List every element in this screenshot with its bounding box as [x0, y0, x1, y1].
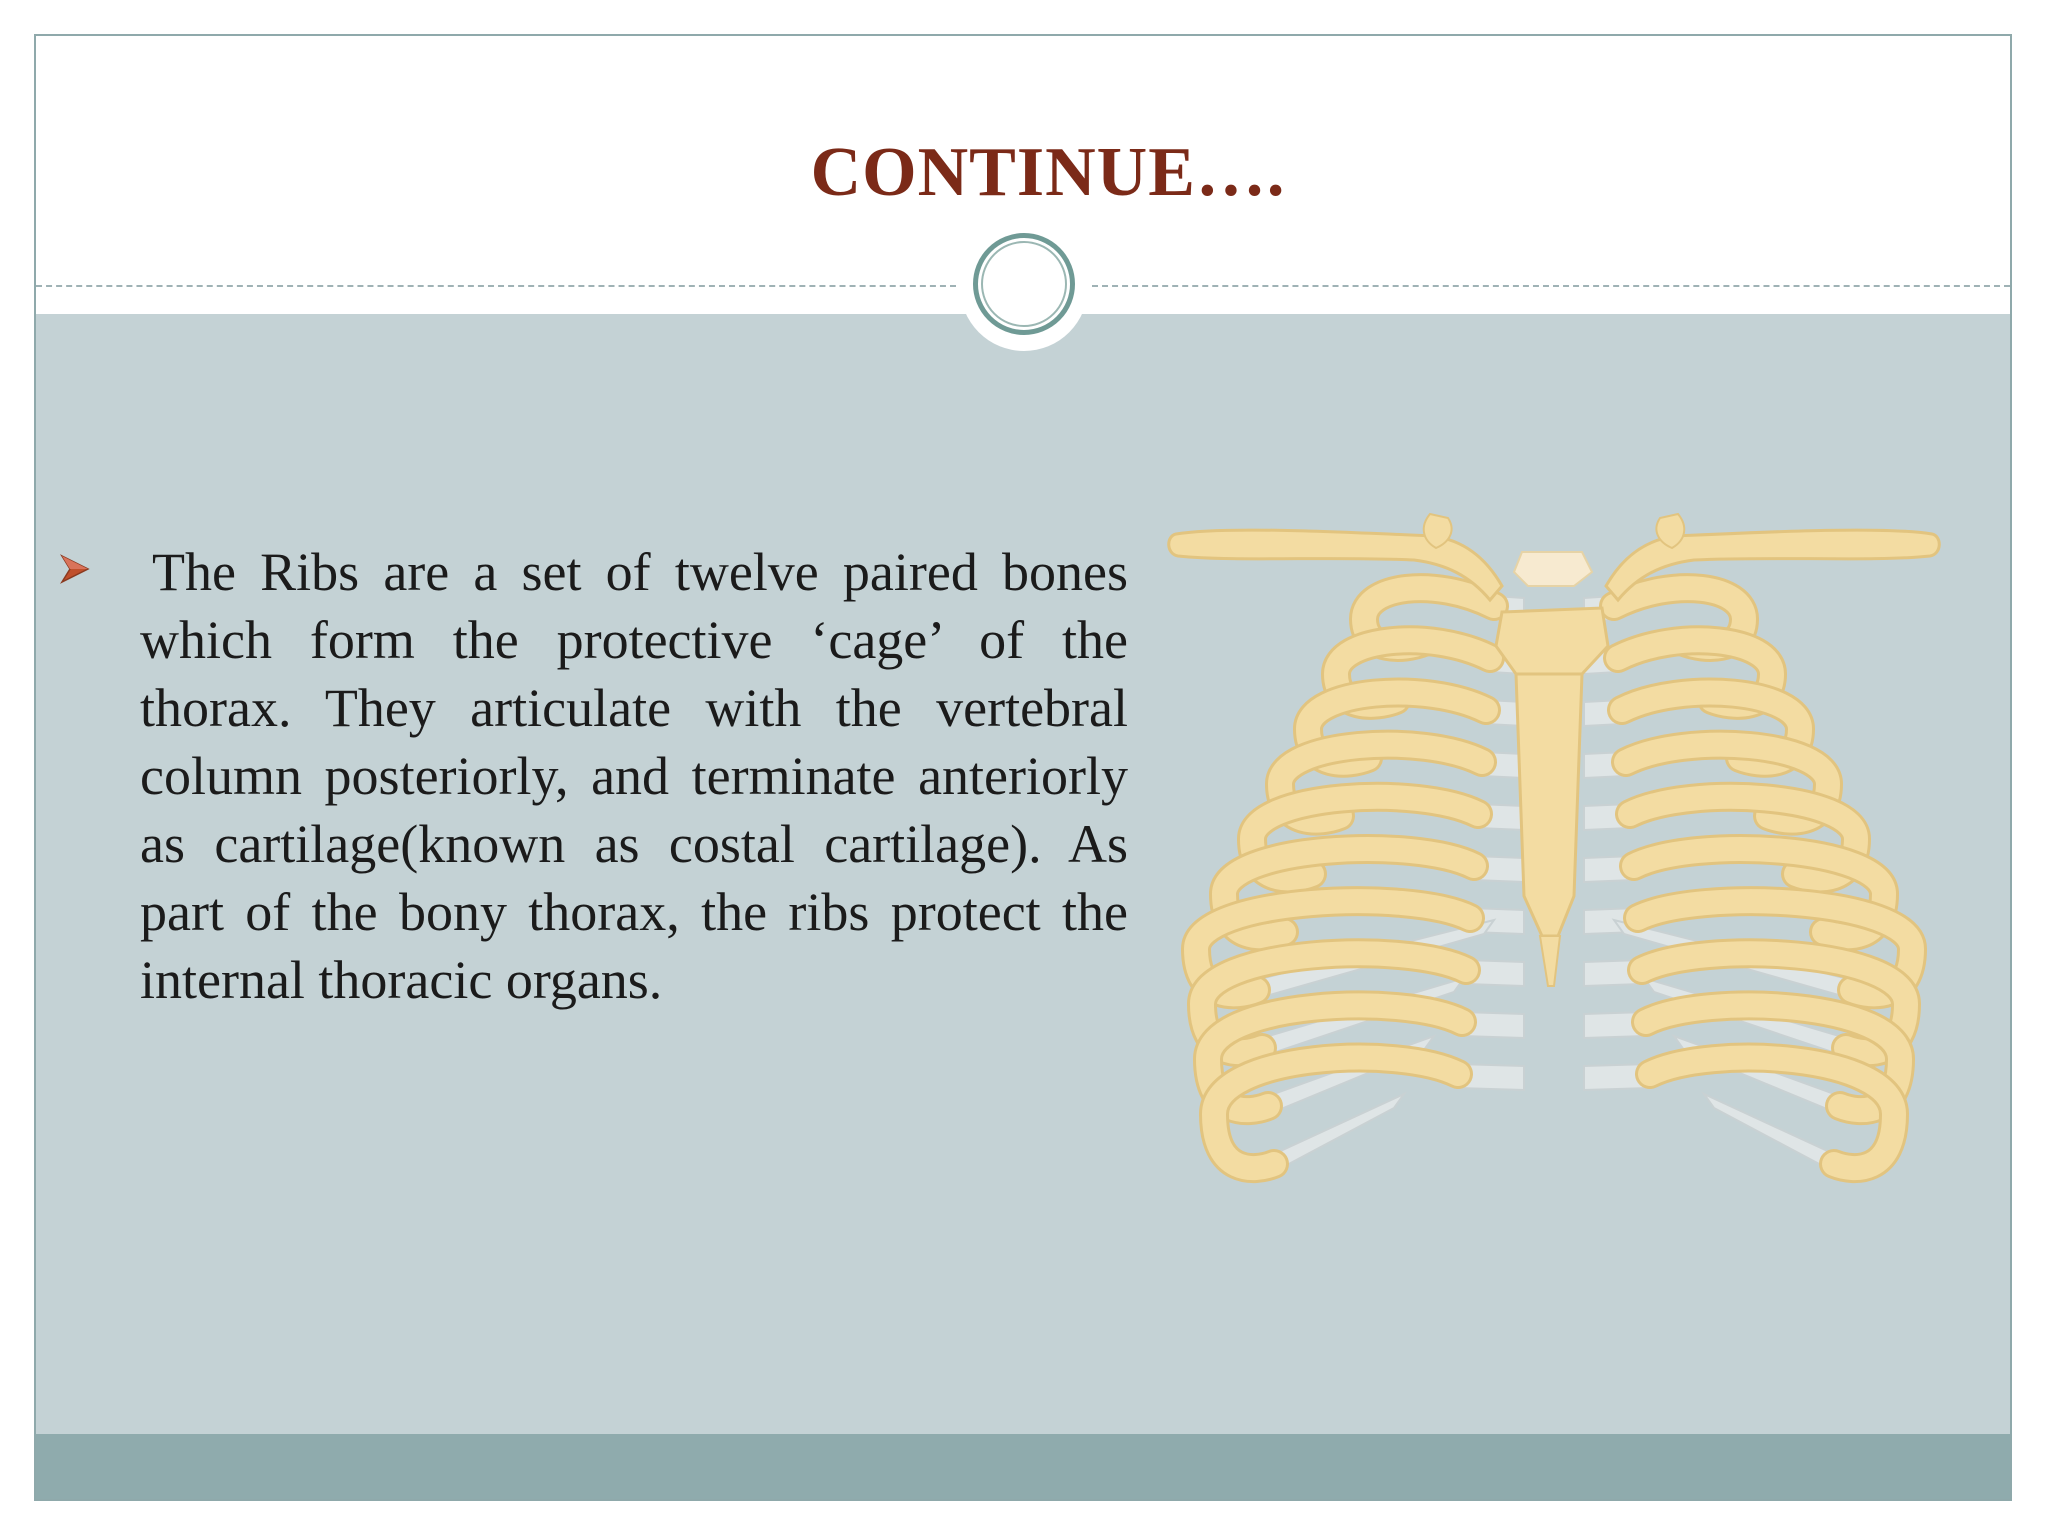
bullet-text: The Ribs are a set of twelve paired bones which form the protective ‘cage’ of the thorax. They articulate with the vertebral column posteriorly, and terminate anteriorly as cartilage(known as costal cartilage). As part of the bony thorax, the ribs protect the internal thoracic organs.: [140, 542, 1128, 1010]
footer-band: [36, 1434, 2010, 1501]
header-divider-left: [36, 285, 956, 287]
header-divider-right: [1092, 285, 2010, 287]
slide-title: CONTINUE….: [810, 134, 1286, 211]
rib-cage-illustration: [1164, 496, 1944, 1196]
arrow-bullet-icon: [58, 552, 92, 586]
slide: [34, 34, 2012, 1501]
bullet-item: [58, 538, 1128, 1014]
circle-ornament-inner-ring: [981, 241, 1067, 327]
